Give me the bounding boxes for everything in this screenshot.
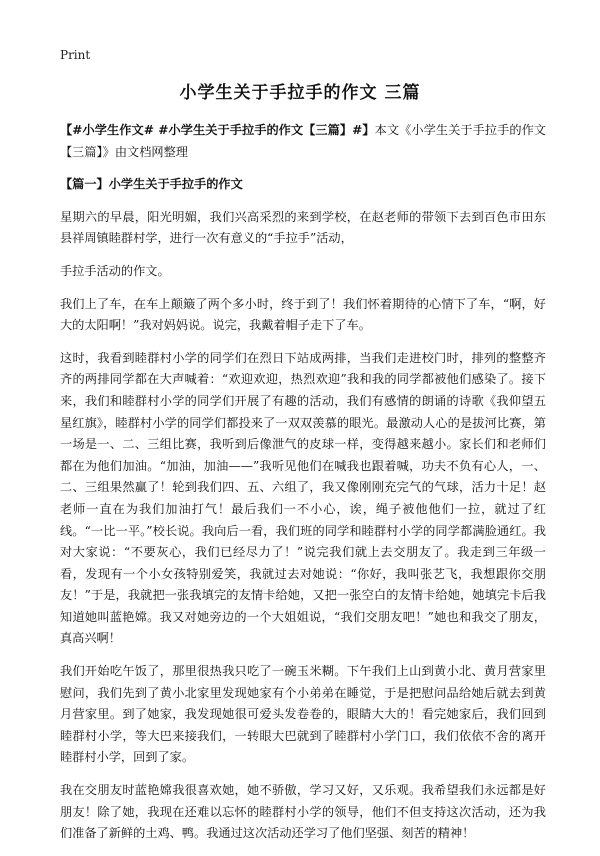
document-title: 小学生关于手拉手的作文 三篇 — [179, 83, 421, 103]
intro-tags: 【#小学生作文# #小学生关于手拉手的作文【三篇】#】 — [60, 123, 375, 137]
print-label: Print — [60, 48, 91, 62]
section-heading: 【篇一】小学生关于手拉手的作文 — [60, 177, 243, 192]
paragraph-1: 星期六的早晨，阳光明媚，我们兴高采烈的来到学校，在赵老师的带领下去到百色市田东县祥周镇睦群村学，进行一次有意义的“手拉手”活动， — [60, 209, 546, 246]
intro-text: 本文《小学生关于手拉手的作文【三篇】》由文档网整理 — [60, 123, 546, 159]
paragraph-3: 我们上了车，在车上颠簸了两个多小时，终于到了！我们怀着期待的心情下了车，“啊，好大的太阳啊！”我对妈妈说。说完，我戴着帽子走下了车。 — [60, 296, 546, 333]
paragraph-4: 这时，我看到睦群村小学的同学们在烈日下站成两排，当我们走进校门时，排列的整整齐齐的两排同学都在大声喊着：“欢迎欢迎，热烈欢迎”我和我的同学都被他们感染了。接下来，我们和睦群村小学的同学们开展了有趣的活动，我们有感情的朗诵的诗歌《我仰望五星红旗》，睦群村小学的同学们都投来了一双双羡慕的眼光。最激动人心的是拔河比赛，第一场是一、二、三组比赛，我听到后像泄气的皮球一样，变得越来越小。家长们和老师们都在为他们加油。“加油，加油——”我听见他们在喊我也跟着喊，功夫不负有心人，一、二、三组果然赢了！轮到我们四、五、六组了，我又像刚刚充完气的气球，活力十足！赵老师一直在为我们加油打气！最后我们一不小心，诶，绳子被他他们一拉，就过了红线。“一比一平。”校长说。我向后一看，我们班的同学和睦群村小学的同学都满脸通红。我对大家说：“不要灰心，我们已经尽力了！”说完我们就上去交朋友了。我走到三年级一看，发现有一个小女孩特别爱笑，我就过去对她说：“你好，我叫张艺飞，我想跟你交朋友！”于是，我就把一张我填完的友情卡给她，又把一张空白的友情卡给她，她填完卡后我知道她叫蓝艳嫦。我又对她旁边的一个大姐姐说，“我们交朋友吧！”她也和我交了朋友，真高兴啊！ — [60, 350, 546, 646]
intro-paragraph — [60, 120, 546, 163]
paragraph-5: 我们开始吃午饭了，那里很热我只吃了一碗玉米糊。下午我们上山到黄小北、黄月营家里慰问，我们先到了黄小北家里发现她家有个小弟弟在睡觉，于是把慰问品给她后就去到黄月营家里。到了她家，我发现她很可爱头发卷卷的，眼睛大大的！看完她家后，我们回到睦群村小学，等大巴来接我们，一转眼大巴就到了睦群村小学门口，我们依依不舍的离开睦群村小学，回到了家。 — [60, 664, 546, 765]
paragraph-2: 手拉手活动的作文。 — [60, 263, 170, 278]
document-body — [60, 120, 546, 856]
paragraph-6: 我在交朋友时蓝艳嫦我很喜欢她，她不骄傲，学习又好，又乐观。我希望我们永远都是好朋友！除了她，我现在还难以忘怀的睦群村小学的领导，他们不但支持这次活动，还为我们准备了新鲜的土鸡、鸭。我通过这次活动还学习了他们坚强、刻苦的精神！ — [60, 783, 546, 841]
